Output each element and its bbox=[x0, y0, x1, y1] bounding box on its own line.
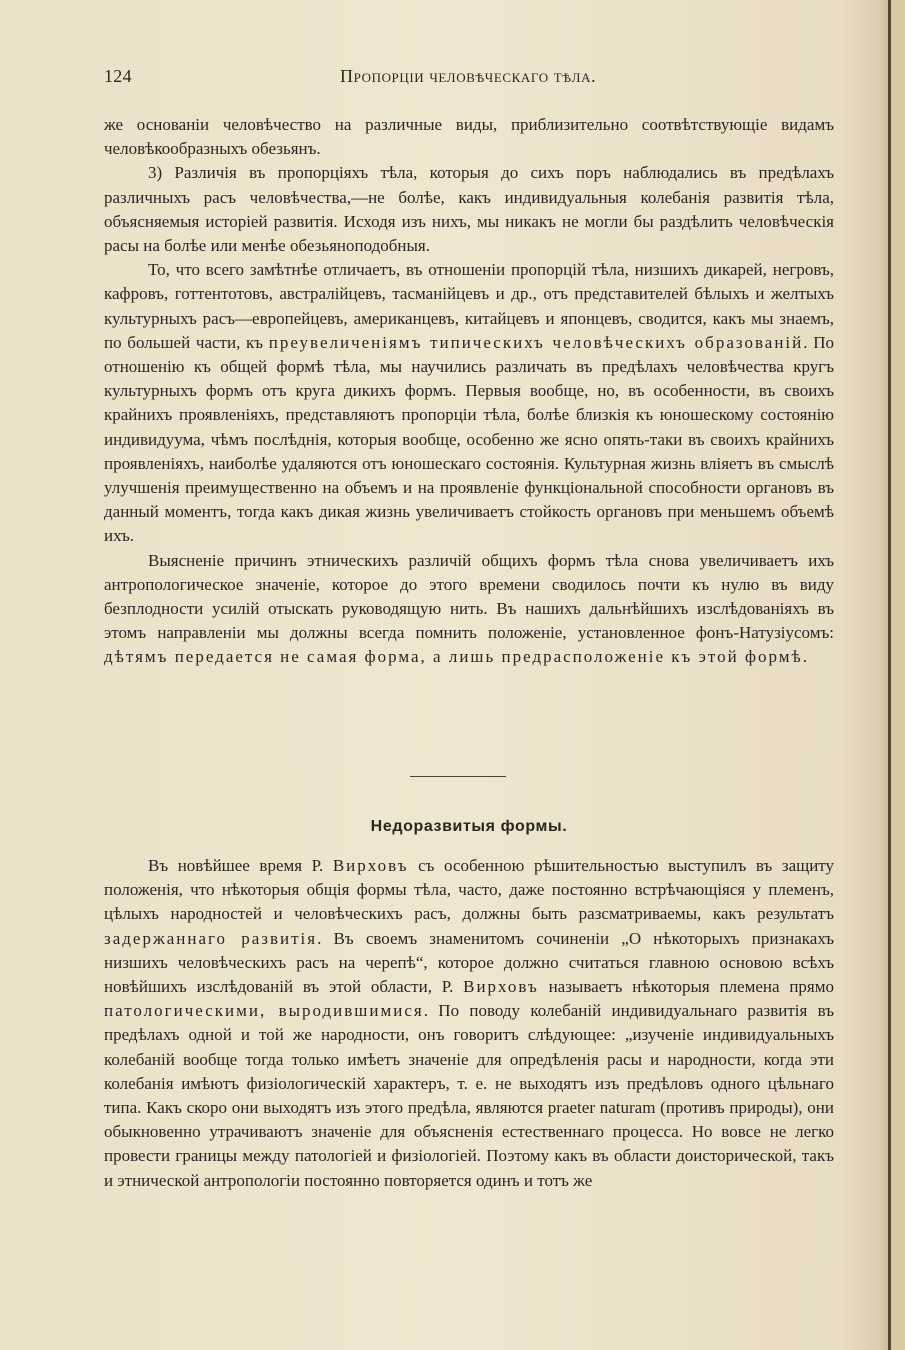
paragraph-4-part-a: Выясненіе причинъ этническихъ различій общихъ формъ тѣла снова увеличиваетъ ихъ антропологическое значеніе, которое до этого времени сводилось почти къ нулю въ виду безплодности усилій отыскать руководящую нить. Въ нашихъ дальнѣйшихъ изслѣдованіяхъ въ этомъ направленіи мы должны всегда помнить положеніе, установленное фонъ-Натузіусомъ: bbox=[104, 550, 834, 643]
section-text-g: называетъ нѣкоторыя племена прямо bbox=[538, 977, 835, 997]
page-edge-line bbox=[888, 0, 891, 1350]
page-header bbox=[104, 66, 834, 96]
paragraph-2: 3) Различія въ пропорціяхъ тѣла, которыя до сихъ поръ наблюдались въ предѣлахъ различныхъ расъ человѣчества,—не болѣе, какъ индивидуальныя колебанія развитія тѣла, объясняемыя исторіей развитія. Исходя изъ нихъ, мы никакъ не могли бы раздѣлить человѣческія расы на болѣе или менѣе обезьяноподобныя. bbox=[104, 163, 834, 256]
running-head: Пропорціи человѣческаго тѣла. bbox=[340, 66, 597, 86]
author-name: Вирховъ bbox=[463, 977, 539, 997]
paragraph-3 bbox=[104, 258, 834, 548]
paragraph-3-part-c: . По отношенію къ общей формѣ тѣла, мы научились различать въ предѣлахъ человѣчества кругъ культурныхъ формъ отъ круга дикихъ формъ. Первыя вообще, но, въ особенности, въ своихъ крайнихъ проявленіяхъ, представляютъ пропорціи тѣла, болѣе близкія къ юношескому состоянію индивидуума, чѣмъ послѣднія, которыя вообще, особенно же ясно опять-таки въ своихъ крайнихъ проявленіяхъ, наиболѣе удаляются отъ юношескаго состоянія. Культурная жизнь вліяетъ въ смыслѣ улучшенія преимущественно на объемъ и на проявленіе функціональной способности органовъ въ данный моментъ, тогда какъ дикая жизнь увеличиваетъ стойкость органовъ при меньшемъ объемѣ ихъ. bbox=[104, 332, 834, 546]
section-title: Недоразвитыя формы. bbox=[370, 818, 568, 835]
section-text-c: съ особенною рѣшительностью выступилъ въ защиту положенія, что нѣкоторыя общія формы тѣла, часто, даже постоянно встрѣчающіяся у племенъ, цѣлыхъ народностей и человѣческихъ расъ, должны быть разсматриваемы, какъ результатъ bbox=[104, 856, 835, 924]
page-edge-strip bbox=[891, 0, 905, 1350]
section-text bbox=[104, 854, 834, 1193]
emphasis-text: задержаннаго развитія bbox=[104, 928, 318, 948]
paragraph-4 bbox=[104, 549, 834, 670]
section-text-i: . По поводу колебаній индивидуальнаго развитія въ предѣлахъ одной и той же народности, онъ говоритъ слѣдующее: „изученіе индивидуальныхъ колебаній вообще тогда только имѣетъ значеніе для опредѣленія расы и народности, когда эти колебанія имѣютъ физіологическій характеръ, т. е. не выходятъ изъ предѣловъ одного цѣльнаго типа. Какъ скоро они выходятъ изъ этого предѣла, являются praeter naturam (противъ природы), они обыкновенно утрачиваютъ значеніе для объясненія естественнаго процесса. Но вовсе не легко провести границы между патологіей и физіологіей. Поэтому какъ въ области доисторической, такъ и этнической антропологіи постоянно повторяется одинъ и тотъ же bbox=[104, 1001, 834, 1190]
section-text-e: . Въ своемъ знаменитомъ сочиненіи „О нѣкоторыхъ признакахъ низшихъ человѣческихъ расъ на черепѣ“, которое должно считаться главною основою всѣхъ новѣйшихъ изслѣдованій въ этой области, Р. bbox=[104, 928, 834, 997]
section-divider bbox=[410, 776, 506, 777]
author-name: Вирховъ bbox=[332, 856, 409, 875]
section-text-a: Въ новѣйшее время Р. bbox=[148, 856, 333, 875]
page-number: 124 bbox=[104, 66, 132, 86]
emphasis-text: патологическими, выродившимися bbox=[104, 1001, 424, 1021]
main-text bbox=[104, 113, 834, 670]
section-paragraph-1 bbox=[104, 854, 834, 1193]
paragraph-1: же основаніи человѣчество на различные виды, приблизительно соотвѣтствующіе видамъ человѣкообразныхъ обезьянъ. bbox=[104, 115, 834, 159]
paragraph-3-part-a: То, что всего замѣтнѣе отличаетъ, въ отношеніи пропорцій тѣла, низшихъ дикарей, негровъ, кафровъ, готтентотовъ, австралійцевъ, тасманійцевъ и др., отъ представителей бѣлыхъ и желтыхъ культурныхъ расъ—европейцевъ, американцевъ, китайцевъ и японцевъ, сводится, какъ мы знаемъ, по большей части, къ bbox=[104, 260, 834, 352]
emphasis-text: дѣтямъ передается не самая форма, а лишь предрасположеніе къ этой формѣ bbox=[104, 647, 803, 667]
emphasis-text: преувеличеніямъ типическихъ человѣческихъ образованій bbox=[268, 332, 804, 352]
paragraph-4-part-c: . bbox=[802, 647, 807, 667]
